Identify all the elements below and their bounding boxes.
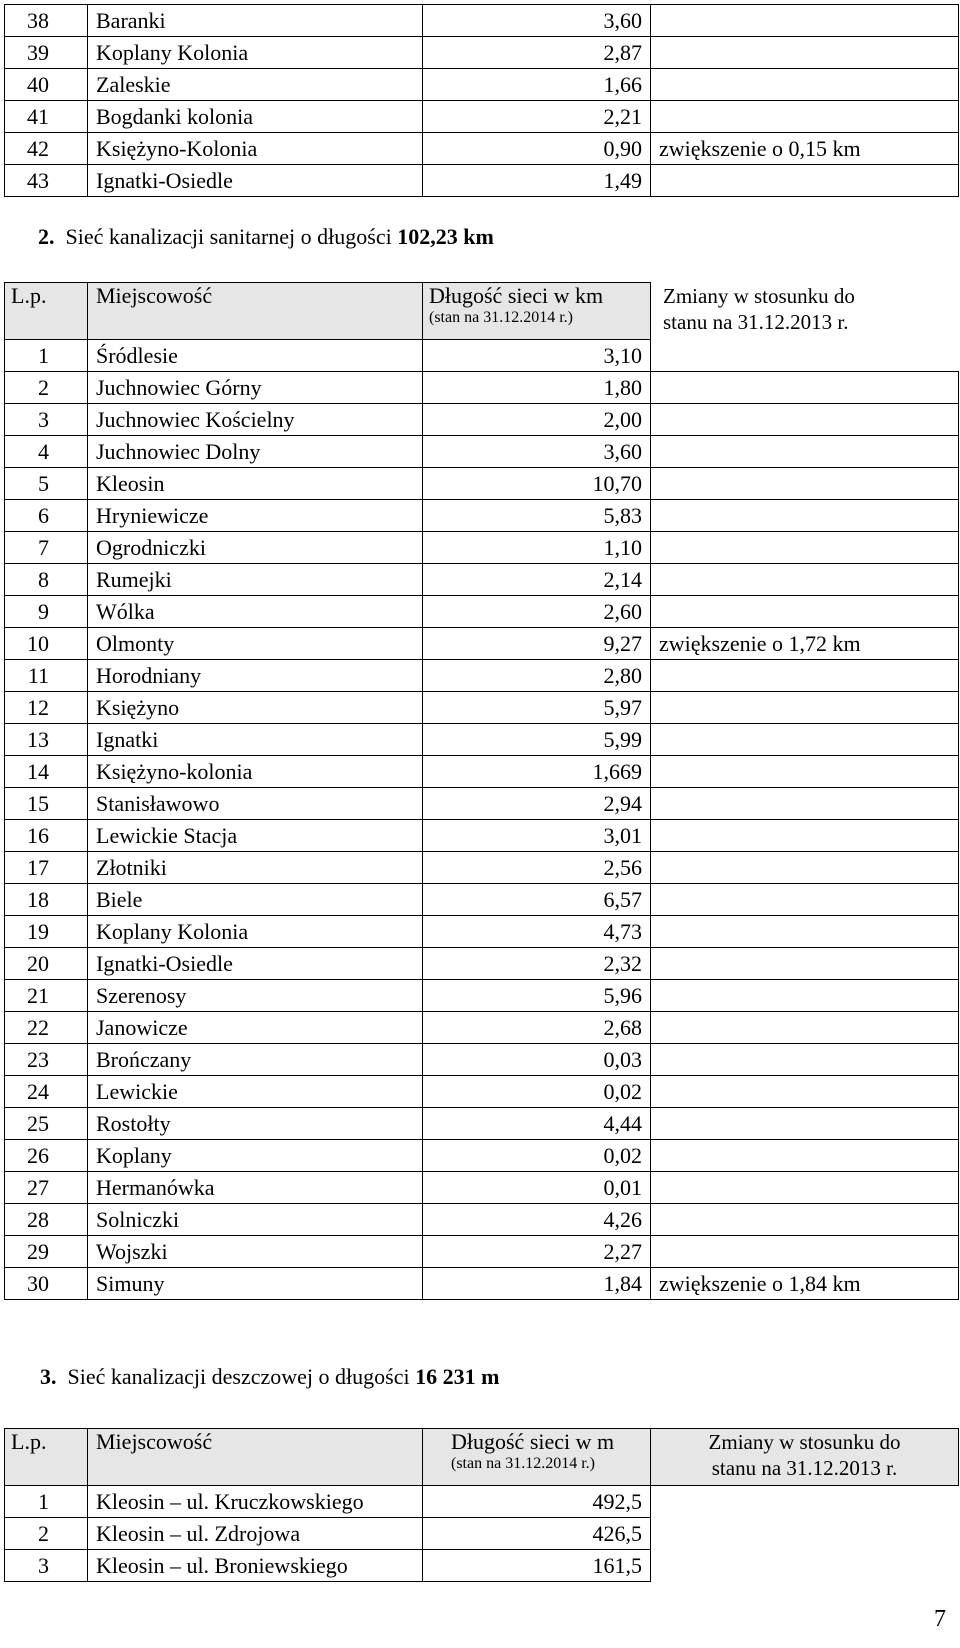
empty-cell (651, 1486, 959, 1518)
change-note (651, 69, 959, 101)
change-note (651, 564, 959, 596)
table-row (5, 1172, 959, 1204)
change-note (651, 724, 959, 756)
page-number: 7 (934, 1606, 946, 1632)
change-note (651, 852, 959, 884)
row-number: 38 (5, 5, 88, 37)
change-note (651, 1108, 959, 1140)
empty-cell (651, 1550, 959, 1582)
change-note (651, 756, 959, 788)
network-length: 2,00 (423, 404, 651, 436)
place-name: Wólka (88, 596, 423, 628)
table-row (5, 5, 959, 37)
table-row (5, 852, 959, 884)
place-name: Hryniewicze (88, 500, 423, 532)
place-name: Kleosin – ul. Kruczkowskiego (88, 1486, 423, 1518)
place-name: Janowicze (88, 1012, 423, 1044)
place-name: Koplany (88, 1140, 423, 1172)
row-number: 27 (5, 1172, 88, 1204)
row-number: 1 (5, 1486, 88, 1518)
row-number: 1 (5, 340, 88, 372)
header-change-line1: Zmiany w stosunku do (663, 283, 855, 308)
table-row (5, 69, 959, 101)
network-length: 1,669 (423, 756, 651, 788)
row-number: 19 (5, 916, 88, 948)
table-row (5, 884, 959, 916)
table-row (5, 724, 959, 756)
network-length: 3,10 (423, 340, 651, 372)
header-lp: L.p. (5, 283, 88, 340)
table-row (5, 404, 959, 436)
place-name: Księżyno-kolonia (88, 756, 423, 788)
header-change (651, 283, 959, 340)
header-change-line2: stanu na 31.12.2013 r. (711, 1456, 898, 1480)
network-length: 1,49 (423, 165, 651, 197)
header-change-line1: Zmiany w stosunku do (708, 1430, 901, 1454)
network-length: 426,5 (423, 1518, 651, 1550)
row-number: 25 (5, 1108, 88, 1140)
place-name: Księżyno-Kolonia (88, 133, 423, 165)
network-length: 2,32 (423, 948, 651, 980)
row-number: 18 (5, 884, 88, 916)
water-network-table-body (5, 5, 959, 197)
row-number: 16 (5, 820, 88, 852)
table-row (5, 1076, 959, 1108)
table-row (5, 133, 959, 165)
sanitary-sewage-table (4, 282, 959, 1300)
row-number: 15 (5, 788, 88, 820)
network-length: 2,21 (423, 101, 651, 133)
network-length: 9,27 (423, 628, 651, 660)
change-note (651, 372, 959, 404)
place-name: Księżyno (88, 692, 423, 724)
network-length: 0,01 (423, 1172, 651, 1204)
header-place: Miejscowość (88, 1429, 423, 1486)
table-row (5, 1550, 959, 1582)
table-row (5, 596, 959, 628)
header-length-label: Długość sieci w km (429, 283, 604, 308)
table-row (5, 628, 959, 660)
section-3-number: 3. (40, 1364, 57, 1389)
table-row (5, 1236, 959, 1268)
change-note (651, 468, 959, 500)
change-note (651, 596, 959, 628)
row-number: 17 (5, 852, 88, 884)
table-row (5, 1044, 959, 1076)
table-row (5, 916, 959, 948)
place-name: Kleosin – ul. Zdrojowa (88, 1518, 423, 1550)
network-length: 2,60 (423, 596, 651, 628)
change-note (651, 1076, 959, 1108)
change-note (651, 5, 959, 37)
network-length: 0,02 (423, 1076, 651, 1108)
change-note: zwiększenie o 1,84 km (651, 1268, 959, 1300)
row-number: 3 (5, 404, 88, 436)
change-note (651, 1204, 959, 1236)
header-length-label: Długość sieci w m (451, 1429, 615, 1454)
row-number: 14 (5, 756, 88, 788)
row-number: 13 (5, 724, 88, 756)
row-number: 30 (5, 1268, 88, 1300)
row-number: 7 (5, 532, 88, 564)
change-note (651, 165, 959, 197)
row-number: 29 (5, 1236, 88, 1268)
place-name: Złotniki (88, 852, 423, 884)
header-change-line2: stanu na 31.12.2013 r. (663, 309, 849, 334)
place-name: Juchnowiec Górny (88, 372, 423, 404)
network-length: 2,94 (423, 788, 651, 820)
change-note (651, 660, 959, 692)
row-number: 6 (5, 500, 88, 532)
table-row (5, 660, 959, 692)
header-length-sub: (stan na 31.12.2014 r.) (451, 1455, 595, 1472)
change-note (651, 1140, 959, 1172)
place-name: Olmonty (88, 628, 423, 660)
place-name: Wojszki (88, 1236, 423, 1268)
section-2-heading (38, 224, 494, 250)
place-name: Ignatki-Osiedle (88, 948, 423, 980)
table-row (5, 532, 959, 564)
network-length: 3,01 (423, 820, 651, 852)
network-length: 1,84 (423, 1268, 651, 1300)
place-name: Śródlesie (88, 340, 423, 372)
network-length: 2,80 (423, 660, 651, 692)
network-length: 2,56 (423, 852, 651, 884)
header-length-sub: (stan na 31.12.2014 r.) (429, 309, 573, 326)
place-name: Solniczki (88, 1204, 423, 1236)
table-row (5, 1108, 959, 1140)
change-note (651, 820, 959, 852)
row-number: 2 (5, 372, 88, 404)
table-row (5, 756, 959, 788)
table-row (5, 1268, 959, 1300)
storm-table-header (5, 1429, 959, 1486)
place-name: Rostołty (88, 1108, 423, 1140)
table-row (5, 980, 959, 1012)
network-length: 10,70 (423, 468, 651, 500)
sanitary-table-header (5, 283, 959, 340)
table-row (5, 820, 959, 852)
table-row (5, 1140, 959, 1172)
table-row (5, 948, 959, 980)
row-number: 39 (5, 37, 88, 69)
change-note (651, 436, 959, 468)
network-length: 2,87 (423, 37, 651, 69)
row-number: 21 (5, 980, 88, 1012)
change-note (651, 101, 959, 133)
row-number: 22 (5, 1012, 88, 1044)
table-row (5, 436, 959, 468)
place-name: Koplany Kolonia (88, 37, 423, 69)
place-name: Kleosin (88, 468, 423, 500)
change-note (651, 1172, 959, 1204)
place-name: Zaleskie (88, 69, 423, 101)
place-name: Juchnowiec Kościelny (88, 404, 423, 436)
row-number: 5 (5, 468, 88, 500)
row-number: 20 (5, 948, 88, 980)
row-number: 28 (5, 1204, 88, 1236)
place-name: Kleosin – ul. Broniewskiego (88, 1550, 423, 1582)
empty-cell (651, 1518, 959, 1550)
table-row (5, 340, 959, 372)
network-length: 1,66 (423, 69, 651, 101)
place-name: Ignatki-Osiedle (88, 165, 423, 197)
network-length: 0,03 (423, 1044, 651, 1076)
change-note: zwiększenie o 1,72 km (651, 628, 959, 660)
row-number: 3 (5, 1550, 88, 1582)
row-number: 10 (5, 628, 88, 660)
network-length: 1,10 (423, 532, 651, 564)
row-number: 4 (5, 436, 88, 468)
table-row (5, 500, 959, 532)
table-row (5, 1012, 959, 1044)
row-number: 12 (5, 692, 88, 724)
network-length: 5,83 (423, 500, 651, 532)
change-note (651, 1236, 959, 1268)
row-number: 24 (5, 1076, 88, 1108)
water-network-table (4, 4, 959, 197)
place-name: Rumejki (88, 564, 423, 596)
row-number: 40 (5, 69, 88, 101)
storm-sewage-table (4, 1428, 959, 1582)
place-name: Baranki (88, 5, 423, 37)
table-row (5, 468, 959, 500)
place-name: Juchnowiec Dolny (88, 436, 423, 468)
place-name: Brończany (88, 1044, 423, 1076)
section-2-amount: 102,23 km (397, 224, 494, 249)
row-number: 23 (5, 1044, 88, 1076)
section-3-amount: 16 231 m (415, 1364, 500, 1389)
section-3-text: Sieć kanalizacji deszczowej o długości (67, 1364, 416, 1389)
place-name: Stanisławowo (88, 788, 423, 820)
row-number: 26 (5, 1140, 88, 1172)
change-note (651, 1012, 959, 1044)
place-name: Lewickie Stacja (88, 820, 423, 852)
network-length: 0,90 (423, 133, 651, 165)
place-name: Bogdanki kolonia (88, 101, 423, 133)
change-note (651, 404, 959, 436)
table-row (5, 37, 959, 69)
change-note (651, 500, 959, 532)
header-place: Miejscowość (88, 283, 423, 340)
change-note (651, 788, 959, 820)
table-row (5, 372, 959, 404)
change-note (651, 1044, 959, 1076)
place-name: Biele (88, 884, 423, 916)
section-3-heading (40, 1364, 499, 1390)
table-row (5, 165, 959, 197)
row-number: 9 (5, 596, 88, 628)
place-name: Szerenosy (88, 980, 423, 1012)
header-length (423, 1429, 651, 1486)
network-length: 3,60 (423, 5, 651, 37)
row-number: 41 (5, 101, 88, 133)
sanitary-table-body (5, 340, 959, 1300)
change-note (651, 37, 959, 69)
table-row (5, 101, 959, 133)
row-number: 42 (5, 133, 88, 165)
place-name: Koplany Kolonia (88, 916, 423, 948)
network-length: 4,73 (423, 916, 651, 948)
change-note (651, 980, 959, 1012)
network-length: 492,5 (423, 1486, 651, 1518)
table-row (5, 1204, 959, 1236)
network-length: 2,27 (423, 1236, 651, 1268)
storm-table-body (5, 1486, 959, 1582)
place-name: Ogrodniczki (88, 532, 423, 564)
network-length: 6,57 (423, 884, 651, 916)
network-length: 1,80 (423, 372, 651, 404)
section-2-number: 2. (38, 224, 55, 249)
network-length: 5,99 (423, 724, 651, 756)
network-length: 0,02 (423, 1140, 651, 1172)
header-lp: L.p. (5, 1429, 88, 1486)
table-row (5, 1518, 959, 1550)
place-name: Simuny (88, 1268, 423, 1300)
table-row (5, 564, 959, 596)
table-row (5, 788, 959, 820)
network-length: 5,96 (423, 980, 651, 1012)
row-number: 2 (5, 1518, 88, 1550)
header-change (651, 1429, 959, 1486)
table-row (5, 1486, 959, 1518)
change-note: zwiększenie o 0,15 km (651, 133, 959, 165)
network-length: 5,97 (423, 692, 651, 724)
place-name: Lewickie (88, 1076, 423, 1108)
network-length: 3,60 (423, 436, 651, 468)
place-name: Horodniany (88, 660, 423, 692)
place-name: Hermanówka (88, 1172, 423, 1204)
change-note (651, 532, 959, 564)
section-2-text: Sieć kanalizacji sanitarnej o długości (65, 224, 398, 249)
network-length: 2,14 (423, 564, 651, 596)
network-length: 4,44 (423, 1108, 651, 1140)
change-note (651, 948, 959, 980)
network-length: 4,26 (423, 1204, 651, 1236)
row-number: 11 (5, 660, 88, 692)
row-number: 8 (5, 564, 88, 596)
header-length (423, 283, 651, 340)
row-number: 43 (5, 165, 88, 197)
place-name: Ignatki (88, 724, 423, 756)
network-length: 161,5 (423, 1550, 651, 1582)
change-note (651, 692, 959, 724)
change-note (651, 884, 959, 916)
change-note (651, 916, 959, 948)
network-length: 2,68 (423, 1012, 651, 1044)
table-row (5, 692, 959, 724)
